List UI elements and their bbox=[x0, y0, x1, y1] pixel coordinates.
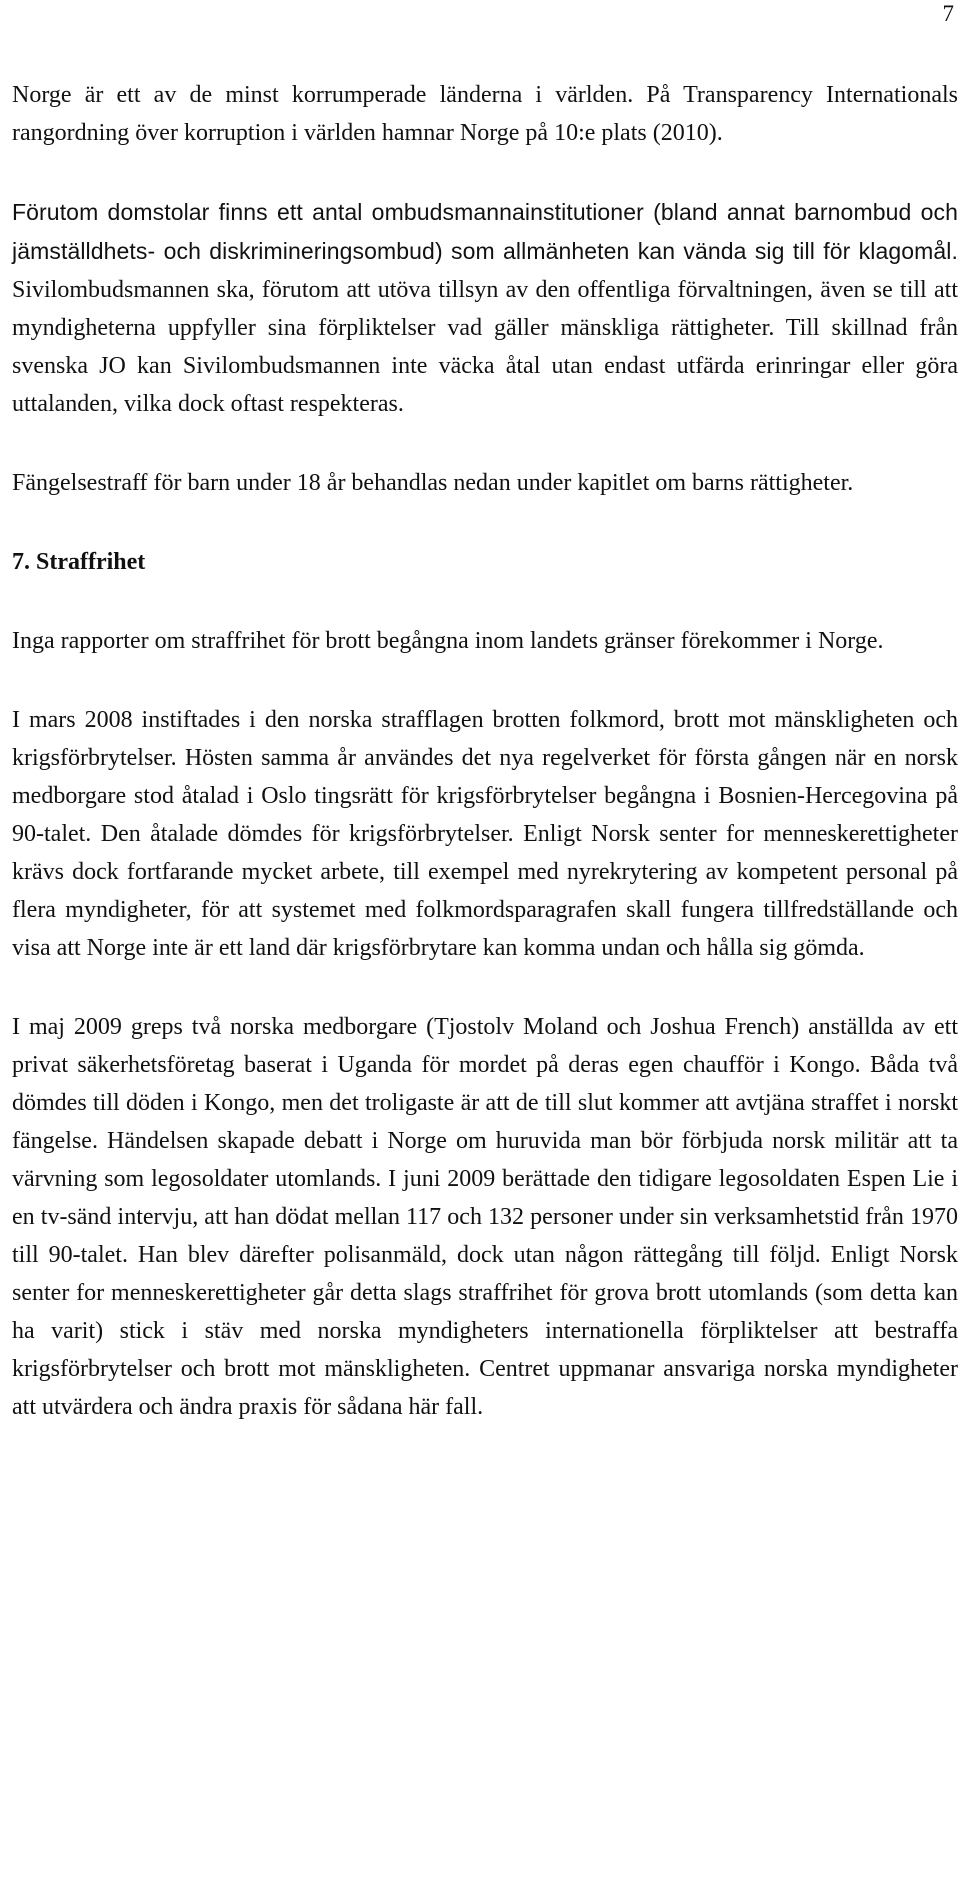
section-heading: 7. Straffrihet bbox=[12, 549, 146, 575]
paragraph-corruption: Norge är ett av de minst korrumperade länderna i världen. På Transparency Internationals rangordning över korruption i världen hamnar Norge på 10:e plats (2010). bbox=[12, 82, 958, 146]
paragraph-child-imprisonment: Fängelsestraff för barn under 18 år behandlas nedan under kapitlet om barns rättigheter. bbox=[12, 470, 854, 496]
ombudsman-sentence: Förutom domstolar finns ett antal ombudsmannainstitutioner (bland annat barnombud och jämställdhets- och diskrimineringsombud) som allmänheten kan vända sig till för klagomål. bbox=[12, 199, 958, 264]
paragraph-war-crimes-law: I mars 2008 instiftades i den norska strafflagen brotten folkmord, brott mot mänskligheten och krigsförbrytelser. Hösten samma år användes det nya regelverket för första gången när en norsk medborgare stod åtalad i Oslo tingsrätt för krigsförbrytelser begångna i Bosnien-Hercegovina på 90-talet. Den åtalade dömdes för krigsförbrytelser. Enligt Norsk senter for menneskerettigheter krävs dock fortfarande mycket arbete, till exempel med nyrekrytering av kompetent personal på flera myndigheter, för att systemet med folkmordsparagrafen skall fungera tillfredställande och visa att Norge inte är ett land där krigsförbrytare kan komma undan och hålla sig gömda. bbox=[12, 707, 958, 961]
paragraph-no-impunity-reports: Inga rapporter om straffrihet för brott begångna inom landets gränser förekommer i Norge. bbox=[12, 628, 884, 654]
page-number: 7 bbox=[942, 1, 954, 26]
paragraph-mercenaries: I maj 2009 greps två norska medborgare (Tjostolv Moland och Joshua French) anställda av ett privat säkerhetsföretag baserat i Uganda för mordet på deras egen chaufför i Kongo. Båda två dömdes till döden i Kongo, men det troligaste är att de till slut kommer att avtjäna straffet i norskt fängelse. Händelsen skapade debatt i Norge om huruvida man bör förbjuda norsk militär att ta värvning som legosoldater utomlands. I juni 2009 berättade den tidigare legosoldaten Espen Lie i en tv-sänd intervju, att han dödat mellan 117 och 132 personer under sin verksamhetstid från 1970 till 90-talet. Han blev därefter polisanmäld, dock utan någon rättegång till följd. Enligt Norsk senter for menneskerettigheter går detta slags straffrihet för grova brott utomlands (som detta kan ha varit) stick i stäv med norska myndigheters internationella förpliktelser att bestraffa krigsförbrytelser och brott mot mänskligheten. Centret uppmanar ansvariga norska myndigheter att utvärdera och ändra praxis för sådana här fall. bbox=[12, 1014, 958, 1420]
document-body bbox=[12, 76, 958, 1426]
paragraph-ombudsman-institutions bbox=[12, 193, 958, 423]
sivilombudsmannen-sentences: Sivilombudsmannen ska, förutom att utöva tillsyn av den offentliga förvaltningen, även se till att myndigheterna uppfyller sina förpliktelser vad gäller mänskliga rättigheter. Till skillnad från svenska JO kan Sivilombudsmannen inte väcka åtal utan endast utfärda erinringar eller göra uttalanden, vilka dock oftast respekteras. bbox=[12, 277, 958, 417]
